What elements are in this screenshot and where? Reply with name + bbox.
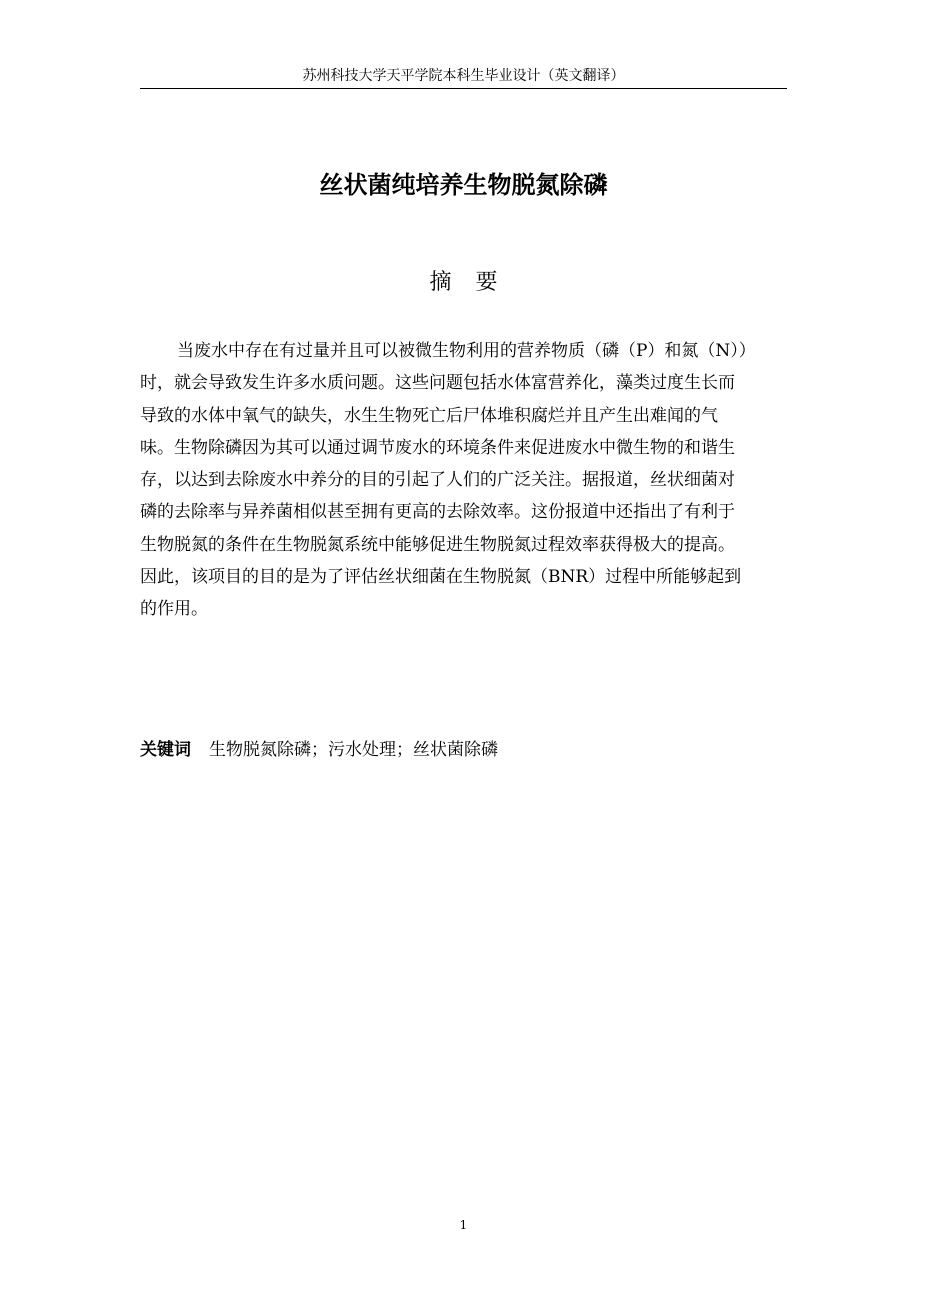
keywords-label: 关键词: [140, 740, 191, 760]
abstract-heading: 摘要: [429, 270, 522, 295]
header-divider: [140, 88, 787, 89]
abstract-line: 当废水中存在有过量并且可以被微生物利用的营养物质（磷（P）和氮（N））: [177, 341, 756, 361]
abstract-line: 生物脱氮的条件在生物脱氮系统中能够促进生物脱氮过程效率获得极大的提高。: [140, 534, 735, 555]
abstract-line: 的作用。: [140, 599, 208, 620]
abstract-line: 磷的去除率与异养菌相似甚至拥有更高的去除效率。这份报道中还指出了有利于: [140, 502, 735, 523]
abstract-line: 存，以达到去除废水中养分的目的引起了人们的广泛关注。据报道，丝状细菌对: [140, 470, 735, 491]
abstract-body: [140, 335, 787, 626]
document-title: 丝状菌纯培养生物脱氮除磷: [319, 171, 608, 199]
page-header: 苏州科技大学天平学院本科生毕业设计（英文翻译）: [302, 68, 625, 84]
abstract-line: 时，就会导致发生许多水质问题。这些问题包括水体富营养化，藻类过度生长而: [140, 373, 735, 394]
keywords-text: 生物脱氮除磷；污水处理；丝状菌除磷: [209, 740, 498, 760]
abstract-line: 因此，该项目的目的是为了评估丝状细菌在生物脱氮（BNR）过程中所能够起到: [140, 567, 742, 588]
page-number: 1: [459, 1218, 468, 1232]
abstract-line: 味。生物除磷因为其可以通过调节废水的环境条件来促进废水中微生物的和谐生: [140, 437, 735, 458]
abstract-line: 导致的水体中氧气的缺失，水生生物死亡后尸体堆积腐烂并且产生出难闻的气: [140, 405, 718, 426]
keywords: [140, 734, 498, 766]
